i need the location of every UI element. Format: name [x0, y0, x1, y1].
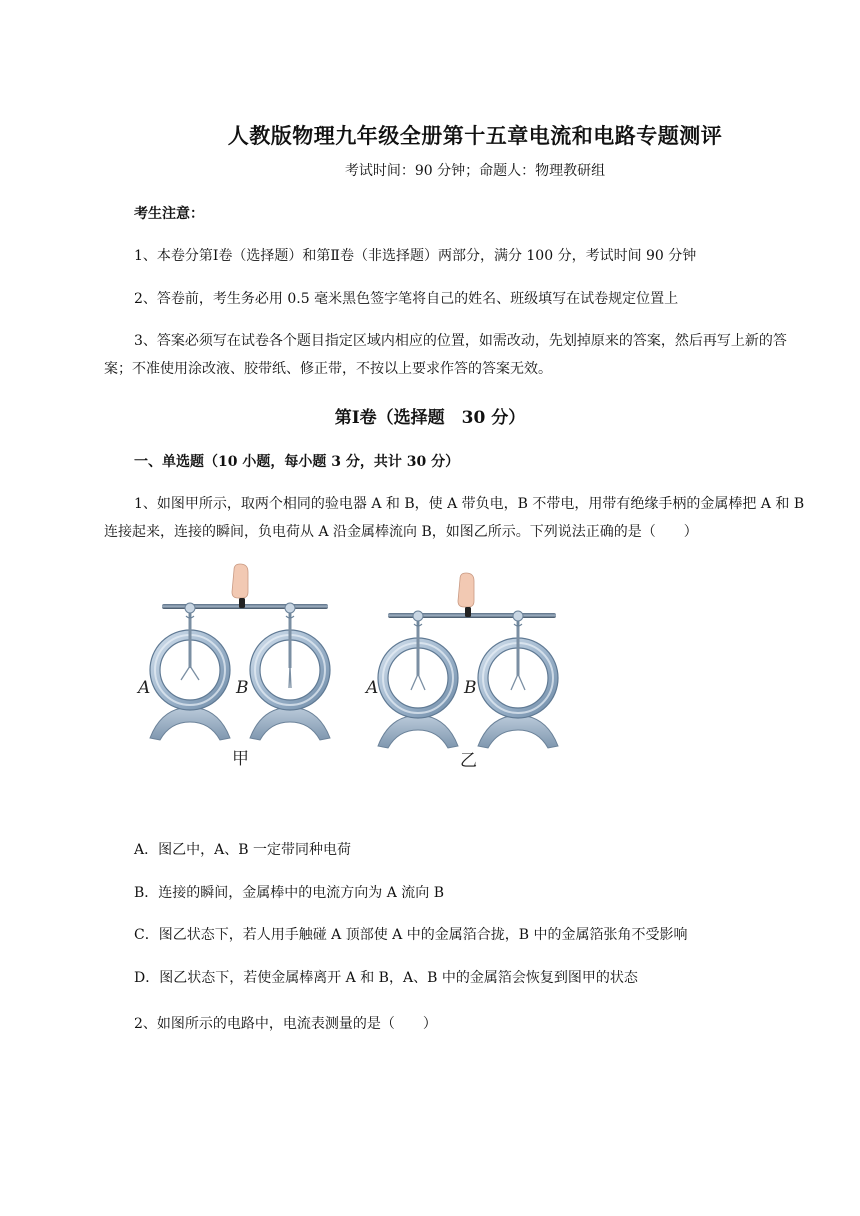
page-title: 人教版物理九年级全册第十五章电流和电路专题测评: [227, 123, 723, 148]
option-c: C．图乙状态下，若人用手触碰 A 顶部使 A 中的金属箔合拢，B 中的金属箔张角不受影响: [134, 927, 688, 943]
notice-item: 3、答案必须写在试卷各个题目指定区域内相应的位置，如需改动，先划掉原来的答案，然后再写上新的答案；不准使用涂改液、胶带纸、修正带，不按以上要求作答的答案无效。: [104, 333, 787, 377]
label-a: A: [366, 678, 379, 698]
question-stem: 1、如图甲所示，取两个相同的验电器 A 和 B，使 A 带负电，B 不带电，用带有绝缘手柄的金属棒把 A 和 B 连接起来，连接的瞬间，负电荷从 A 沿金属棒流向 B，如图乙所示。下列说法正确的是（ ）: [104, 496, 805, 540]
notice-item: 1、本卷分第Ⅰ卷（选择题）和第Ⅱ卷（非选择题）两部分，满分 100 分，考试时间 90 分钟: [134, 248, 697, 264]
part-heading: 一、单选题（10 小题，每小题 3 分，共计 30 分）: [134, 454, 460, 470]
notice-heading: 考生注意：: [134, 206, 204, 222]
label-b: B: [464, 678, 477, 698]
hand-icon: [458, 573, 474, 617]
option-a: A．图乙中，A、B 一定带同种电荷: [134, 842, 351, 858]
electroscope-figure: [130, 562, 560, 782]
caption-jia: 甲: [232, 749, 249, 769]
question-stem: 2、如图所示的电路中，电流表测量的是（ ）: [134, 1016, 437, 1032]
electroscope-a: [150, 603, 230, 740]
label-a: A: [138, 678, 151, 698]
notice-item: 2、答卷前，考生务必用 0.5 毫米黑色签字笔将自己的姓名、班级填写在试卷规定位置上: [134, 291, 679, 307]
electroscope-a: [378, 611, 458, 748]
hand-icon: [232, 564, 248, 608]
section-title: 第Ⅰ卷（选择题 30 分）: [334, 408, 526, 428]
electroscope-b: [478, 611, 558, 748]
option-b: B．连接的瞬间，金属棒中的电流方向为 A 流向 B: [134, 885, 445, 901]
exam-info: 考试时间：90 分钟；命题人：物理教研组: [344, 163, 606, 179]
label-b: B: [236, 678, 249, 698]
caption-yi: 乙: [460, 751, 477, 771]
option-d: D．图乙状态下，若使金属棒离开 A 和 B，A、B 中的金属箔会恢复到图甲的状态: [134, 970, 638, 986]
electroscope-b: [250, 603, 330, 740]
